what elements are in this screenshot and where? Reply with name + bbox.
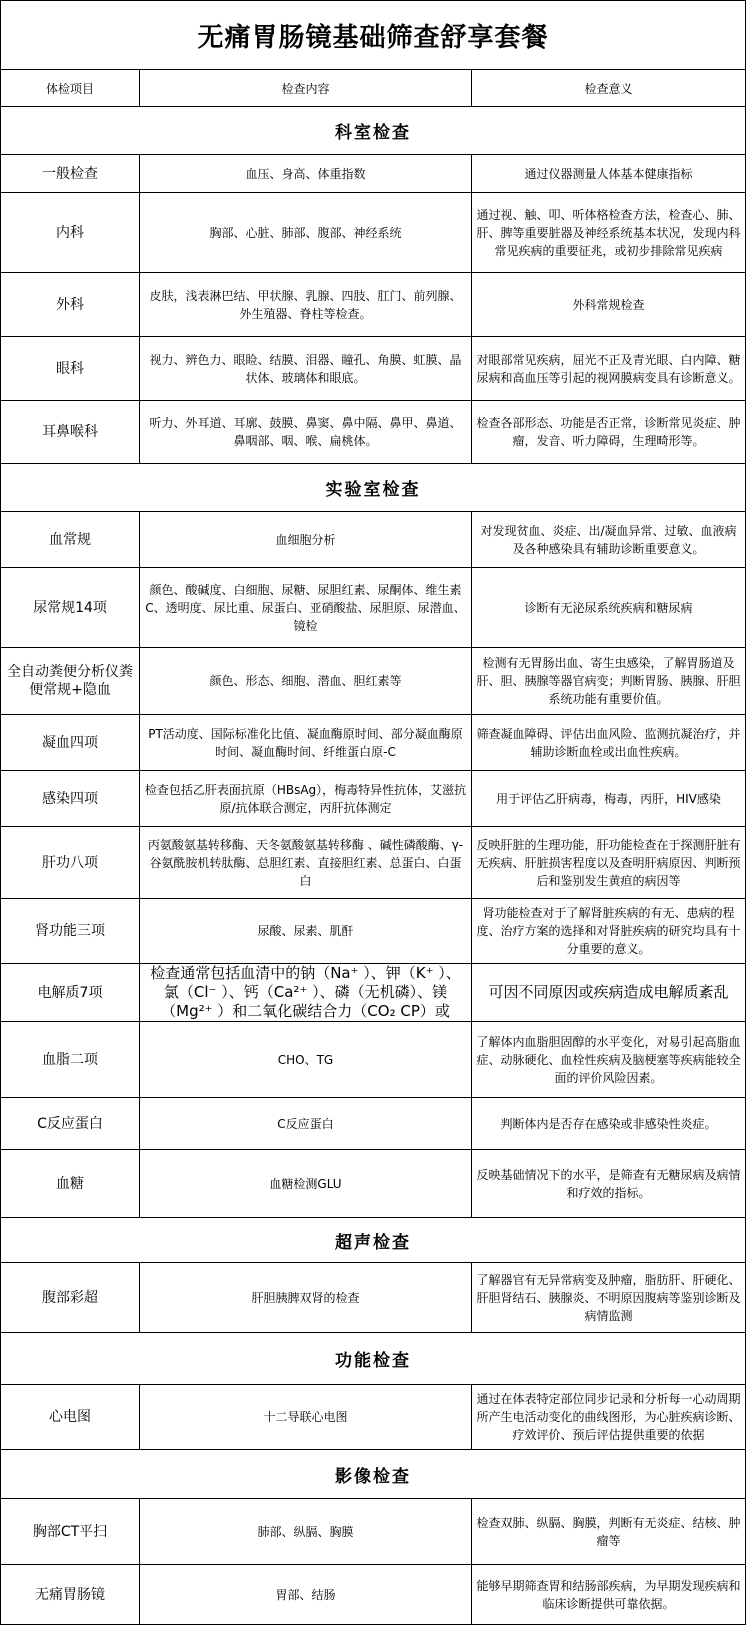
item-name: 胸部CT平扫 [1,1499,140,1565]
item-content: 听力、外耳道、耳廓、鼓膜、鼻窦、鼻中隔、鼻甲、鼻道、鼻咽部、咽、喉、扁桃体。 [140,401,472,464]
header-item: 体检项目 [1,70,140,107]
item-content: 检查包括乙肝表面抗原（HBsAg），梅毒特异性抗体，艾滋抗原/抗体联合测定，丙肝抗体测定 [140,771,472,827]
item-content: 胸部、心脏、肺部、腹部、神经系统 [140,193,472,273]
table-row [1,648,746,715]
section-title: 科室检查 [1,107,746,155]
item-meaning: 用于评估乙肝病毒，梅毒，丙肝，HIV感染 [472,771,746,827]
table-row [1,568,746,648]
item-name: 一般检查 [1,155,140,193]
item-content: 检查通常包括血清中的钠（Na⁺ ）、钾（K⁺ ）、氯（Cl⁻ ）、钙（Ca²⁺ ）、磷（无机磷）、镁（Mg²⁺ ）和二氧化碳结合力（CO₂ CP）或 [140,964,472,1022]
section-title: 影像检查 [1,1450,746,1499]
item-content: 肺部、纵膈、胸膜 [140,1499,472,1565]
item-meaning: 通过仪器测量人体基本健康指标 [472,155,746,193]
item-meaning: 检查双肺、纵膈、胸膜，判断有无炎症、结核、肿瘤等 [472,1499,746,1565]
table-row [1,155,746,193]
item-meaning: 外科常规检查 [472,273,746,337]
item-content: 尿酸、尿素、肌酐 [140,899,472,964]
section-row [1,464,746,512]
header-row [1,70,746,107]
item-meaning: 检查各部形态、功能是否正常，诊断常见炎症、肿瘤，发音、听力障碍，生理畸形等。 [472,401,746,464]
table-row [1,1499,746,1565]
item-content: 颜色、形态、细胞、潜血、胆红素等 [140,648,472,715]
title-row [1,1,746,70]
item-name: 内科 [1,193,140,273]
item-content: 皮肤，浅表淋巴结、甲状腺、乳腺、四肢、肛门、前列腺、外生殖器、脊柱等检查。 [140,273,472,337]
item-name: 血常规 [1,512,140,568]
item-content: 胃部、结肠 [140,1565,472,1625]
item-name: 血脂二项 [1,1022,140,1098]
table-row [1,964,746,1022]
item-content: 血压、身高、体重指数 [140,155,472,193]
item-name: 肝功八项 [1,827,140,899]
item-content: 颜色、酸碱度、白细胞、尿糖、尿胆红素、尿酮体、维生素C、透明度、尿比重、尿蛋白、亚硝酸盐、尿胆原、尿潜血、镜检 [140,568,472,648]
item-content: 十二导联心电图 [140,1385,472,1450]
item-name: 心电图 [1,1385,140,1450]
item-content: 肝胆胰脾双肾的检查 [140,1263,472,1333]
item-meaning: 通过视、触、叩、听体格检查方法，检查心、肺、肝、脾等重要脏器及神经系统基本状况，发现内科常见疾病的重要征兆，或初步排除常见疾病 [472,193,746,273]
item-content: 丙氨酸氨基转移酶、天冬氨酸氨基转移酶 、碱性磷酸酶、γ-谷氨酰胺机转肽酶、总胆红素、直接胆红素、总蛋白、白蛋白 [140,827,472,899]
item-meaning: 判断体内是否存在感染或非感染性炎症。 [472,1098,746,1150]
table-row [1,337,746,401]
item-name: 腹部彩超 [1,1263,140,1333]
section-title: 超声检查 [1,1218,746,1263]
item-name: 全自动粪便分析仪粪便常规+隐血 [1,648,140,715]
item-name: 凝血四项 [1,715,140,771]
item-meaning: 检测有无胃肠出血、寄生虫感染，了解胃肠道及肝、胆、胰腺等器官病变；判断胃肠、胰腺、肝胆系统功能有重要价值。 [472,648,746,715]
item-content: PT活动度、国际标准化比值、凝血酶原时间、部分凝血酶原时间、凝血酶时间、纤维蛋白原-C [140,715,472,771]
item-name: 眼科 [1,337,140,401]
header-meaning: 检查意义 [472,70,746,107]
table-row [1,273,746,337]
item-name: 外科 [1,273,140,337]
item-meaning: 诊断有无泌尿系统疾病和糖尿病 [472,568,746,648]
table-row [1,1022,746,1098]
item-content: 血糖检测GLU [140,1150,472,1218]
table-row [1,193,746,273]
section-row [1,1450,746,1499]
table-row [1,1098,746,1150]
item-meaning: 通过在体表特定部位同步记录和分析每一心动周期所产生电活动变化的曲线图形，为心脏疾病诊断、疗效评价、预后评估提供重要的依据 [472,1385,746,1450]
item-meaning: 对眼部常见疾病，屈光不正及青光眼、白内障、糖尿病和高血压等引起的视网膜病变具有诊断意义。 [472,337,746,401]
item-meaning: 筛查凝血障碍、评估出血风险、监测抗凝治疗，并辅助诊断血栓或出血性疾病。 [472,715,746,771]
table-row [1,1263,746,1333]
item-name: 电解质7项 [1,964,140,1022]
item-meaning: 可因不同原因或疾病造成电解质紊乱 [472,964,746,1022]
section-title: 功能检查 [1,1333,746,1385]
table-row [1,827,746,899]
package-title: 无痛胃肠镜基础筛查舒享套餐 [1,1,746,70]
item-content: C反应蛋白 [140,1098,472,1150]
item-name: 无痛胃肠镜 [1,1565,140,1625]
item-meaning: 反映基础情况下的水平，是筛查有无糖尿病及病情和疗效的指标。 [472,1150,746,1218]
item-name: 耳鼻喉科 [1,401,140,464]
item-meaning: 对发现贫血、炎症、出/凝血异常、过敏、血液病及各种感染具有辅助诊断重要意义。 [472,512,746,568]
item-meaning: 能够早期筛查胃和结肠部疾病，为早期发现疾病和临床诊断提供可靠依据。 [472,1565,746,1625]
item-content: CHO、TG [140,1022,472,1098]
item-meaning: 肾功能检查对于了解肾脏疾病的有无、患病的程度、治疗方案的选择和对肾脏疾病的研究均具有十分重要的意义。 [472,899,746,964]
item-meaning: 反映肝脏的生理功能，肝功能检查在于探测肝脏有无疾病、肝脏损害程度以及查明肝病原因、判断预后和鉴别发生黄疸的病因等 [472,827,746,899]
item-name: 感染四项 [1,771,140,827]
table-row [1,1385,746,1450]
section-row [1,1218,746,1263]
table-row [1,771,746,827]
table-row [1,512,746,568]
item-content: 血细胞分析 [140,512,472,568]
item-meaning: 了解器官有无异常病变及肿瘤，脂肪肝、肝硬化、肝胆肾结石、胰腺炎、不明原因腹病等鉴别诊断及病情监测 [472,1263,746,1333]
item-name: C反应蛋白 [1,1098,140,1150]
table-row [1,715,746,771]
table-row [1,1150,746,1218]
item-name: 尿常规14项 [1,568,140,648]
table-row [1,1565,746,1625]
item-meaning: 了解体内血脂胆固醇的水平变化，对易引起高脂血症、动脉硬化、血栓性疾病及脑梗塞等疾病能较全面的评价风险因素。 [472,1022,746,1098]
item-name: 肾功能三项 [1,899,140,964]
item-content: 视力、辨色力、眼睑、结膜、泪器、瞳孔、角膜、虹膜、晶状体、玻璃体和眼底。 [140,337,472,401]
section-title: 实验室检查 [1,464,746,512]
item-name: 血糖 [1,1150,140,1218]
section-row [1,1333,746,1385]
header-content: 检查内容 [140,70,472,107]
table-row [1,401,746,464]
section-row [1,107,746,155]
table-row [1,899,746,964]
